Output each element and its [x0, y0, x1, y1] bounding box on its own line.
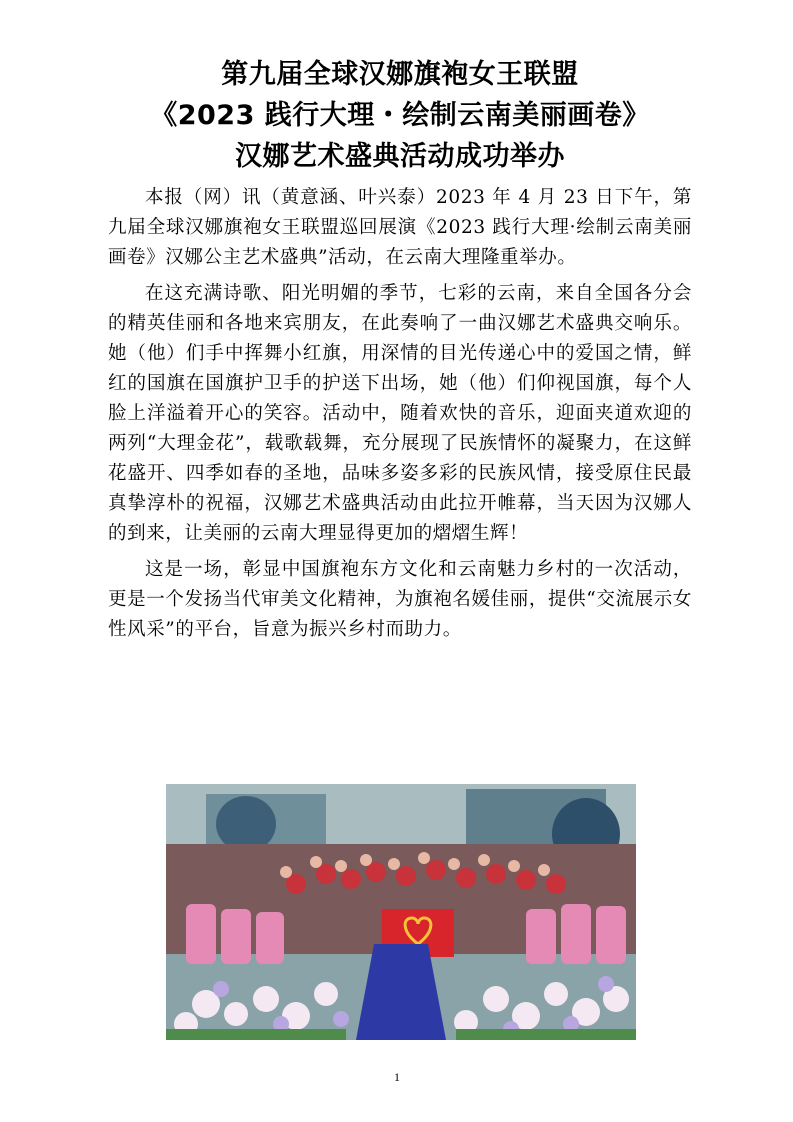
title-line-3: 汉娜艺术盛典活动成功举办: [235, 141, 565, 172]
event-photo: [166, 784, 636, 1040]
article-body: [108, 183, 692, 651]
title-line-1: 第九届全球汉娜旗袍女王联盟: [221, 59, 579, 90]
paragraph-2: 在这充满诗歌、阳光明媚的季节，七彩的云南，来自全国各分会的精英佳丽和各地来宾朋友，在此奏响了一曲汉娜艺术盛典交响乐。她（他）们手中挥舞小红旗，用深情的目光传递心中的爱国之情，鲜红的国旗在国旗护卫手的护送下出场，她（他）们仰视国旗，每个人脸上洋溢着开心的笑容。活动中，随着欢快的音乐，迎面夹道欢迎的两列“大理金花”，载歌载舞，充分展现了民族情怀的凝聚力，在这鲜花盛开、四季如春的圣地，品味多姿多彩的民族风情，接受原住民最真挚淳朴的祝福，汉娜艺术盛典活动由此拉开帷幕，当天因为汉娜人的到来，让美丽的云南大理显得更加的熠熠生辉！: [108, 283, 692, 544]
paragraph-3: 这是一场，彰显中国旗袍东方文化和云南魅力乡村的一次活动，更是一个发扬当代审美文化精神，为旗袍名媛佳丽，提供“交流展示女性风采”的平台，旨意为振兴乡村而助力。: [108, 559, 692, 640]
event-photo-illustration: [166, 784, 636, 1040]
article-title: [100, 54, 700, 177]
title-line-2: 《2023 践行大理・绘制云南美丽画卷》: [150, 100, 650, 131]
page-number: 1: [394, 1070, 400, 1084]
paragraph-1: 本报（网）讯（黄意涵、叶兴泰）2023 年 4 月 23 日下午，第九届全球汉娜旗袍女王联盟巡回展演《2023 践行大理·绘制云南美丽画卷》汉娜公主艺术盛典”活动，在云南大理隆重举办。: [108, 187, 692, 268]
